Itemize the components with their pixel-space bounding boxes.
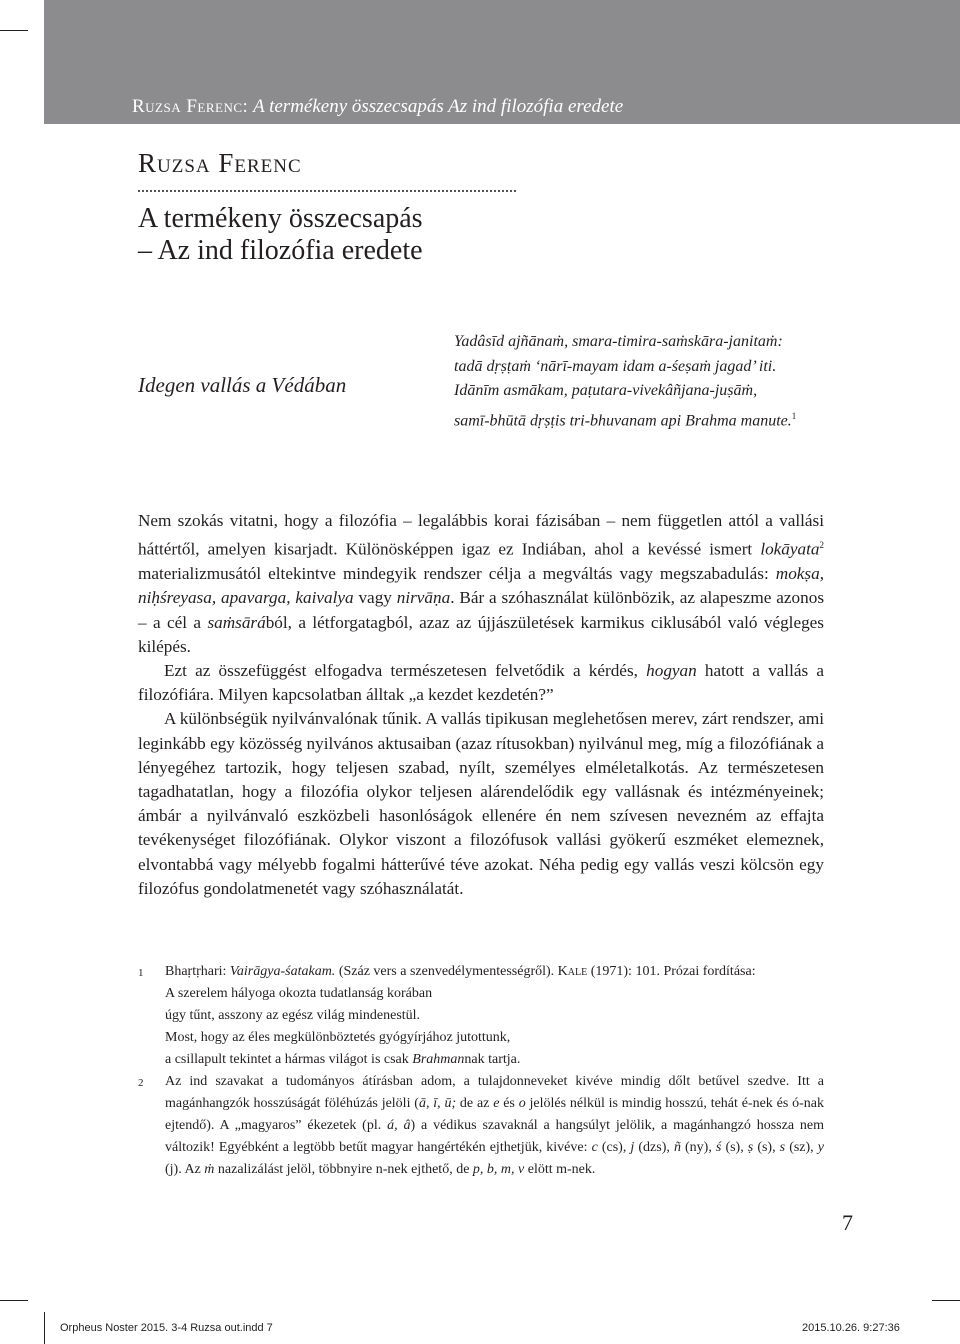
dotted-divider <box>138 190 516 192</box>
slug-left: Orpheus Noster 2015. 3-4 Ruzsa out.indd 7 <box>60 1322 273 1334</box>
footnote-ref[interactable]: 1 <box>791 410 797 421</box>
footnote-number: 2 <box>138 1077 144 1089</box>
paragraph: Ezt az összefüggést elfogadva természetesen felvetődik a kérdés, hogyan hatott a vallás a filozófiára. Milyen kapcsolatban álltak „a kezdet kezdetén?” <box>138 660 824 705</box>
slug-right: 2015.10.26. 9:27:36 <box>802 1322 900 1334</box>
crop-mark <box>0 30 28 31</box>
page-number: 7 <box>842 1210 853 1235</box>
section-heading: Idegen vallás a Védában <box>138 373 347 397</box>
article-title <box>138 203 423 267</box>
verse-line: tadā dṛṣṭaṁ ‘nārī-mayam idam a-śeṣaṁ jagad’ iti. <box>454 357 777 375</box>
body-text <box>138 509 824 901</box>
title-line: – Az ind filozófia eredete <box>138 235 423 266</box>
verse-line: Yadâsīd ajñānaṁ, smara-timira-saṁskāra-janitaṁ: <box>454 333 783 350</box>
crop-mark <box>932 1300 960 1301</box>
poem-line: a csillapult tekintet a hármas világot is csak Brahmannak tartja. <box>165 1052 521 1067</box>
verse-line: Idānīm asmākam, paṭutara-vivekâñjana-juṣāṁ, <box>454 382 758 399</box>
poem-line: úgy tűnt, asszony az egész világ mindenestül. <box>165 1008 421 1023</box>
article-author: Ruzsa Ferenc <box>138 148 302 178</box>
footnote-ref[interactable]: 2 <box>819 540 824 551</box>
footnote-2 <box>138 1071 824 1181</box>
running-header <box>132 96 623 118</box>
title-line: A termékeny összecsapás <box>138 203 423 234</box>
poem-line: Most, hogy az éles megkülönböztetés gyógyírjához jutottunk, <box>165 1030 511 1045</box>
paragraph: Nem szokás vitatni, hogy a filozófia – legalábbis korai fázisában – nem független attól a vallási háttértől, amelyen kisarjadt. Különösképpen igaz ez Indiában, ahol a kevéssé ismert lokāyata$^2$ materializmusától eltekintve mindegyik rendszer célja a megváltás vagy megszabadulás: mokṣa, niḥśreyasa, apavarga, kaivalya vagy nirvāṇa. Bár a szóhasználat különbözik, az alapeszme azonos – a cél a saṁsārából, a létforgatagból, azaz az újjászületések karmikus ciklusából való végleges kilépés. <box>138 511 825 656</box>
paragraph: A különbségük nyilvánvalónak tűnik. A vallás tipikusan meglehetősen merev, zárt rendszer, ami leginkább egy közösség nyilvános aktusaiban (azaz rítusokban) nyilvánul meg, míg a filozófiának a lényegéhez tartozik, hogy teljesen szabad, nyílt, személyes elméletalkotás. Az természetesen tagadhatatlan, hogy a filozófia olykor teljesen alárendelődik egy vallásnak és intézményeinek; ámbár a nyilvánvaló eszközbeli hasonlóságok ellenére én nem szívesen nevezném az effajta tevékenységet filozófiának. Olykor viszont a filozófusok vallási gyökerű eszméket elemeznek, elvontabbá vagy mélyebb fogalmi hátterűvé téve azokat. Néha pedig egy vallás veszi kölcsön egy filozófus gondolatmenetét vagy szóhasználatát. <box>138 709 824 898</box>
running-header-title: A termékeny összecsapás Az ind filozófia eredete <box>253 96 624 117</box>
footnote-text: Bhaṛtṛhari: Vairāgya-śatakam. (Száz vers a szenvedélymentességről). Kale (1971): 101. Prózai fordítása: A szerelem hályoga okozta tudatlanság korában úgy tűnt, asszony az egész világ mindenestül. Most, hogy az éles megkülönböztetés gyógyírjához jutottunk, a csillapult tekintet a hármas világot is csak Brahmannak tartja. <box>165 961 824 1071</box>
crop-mark <box>44 1312 45 1344</box>
verse-line: samī-bhūtā dṛṣṭis tri-bhuvanam api Brahma manute.$^1$ <box>454 410 797 429</box>
poem-line: A szerelem hályoga okozta tudatlanság korában <box>165 986 433 1001</box>
crop-mark <box>0 1300 28 1301</box>
running-header-author: Ruzsa Ferenc: <box>132 96 249 117</box>
footnote-number: 1 <box>138 967 144 979</box>
footnote-text: Az ind szavakat a tudományos átírásban adom, a tulajdonneveket kivéve mindig dőlt betűvel szedve. Itt a magánhangzók hosszúságát föléhúzás jelöli (ā, ī, ū; de az e és o jelölés nélkül is mindig hosszú, tehát é-nek és ó-nak ejtendő). A „magyaros” ékezetek (pl. á, â) a védikus szavaknál a hangsúlyt jelölik, a magánhangzó hossza nem változik! Egyébként a legtöbb betűt magyar hangértékén ejthetjük, kivéve: c (cs), j (dzs), ñ (ny), ś (s), ṣ (s), s (sz), y (j). Az ṁ nazalizálást jelöl, többnyire n-nek ejthető, de p, b, m, v elött m-nek. <box>165 1074 824 1177</box>
epigraph <box>454 330 796 433</box>
footnotes <box>138 961 824 1181</box>
footnote-1 <box>138 961 824 1071</box>
